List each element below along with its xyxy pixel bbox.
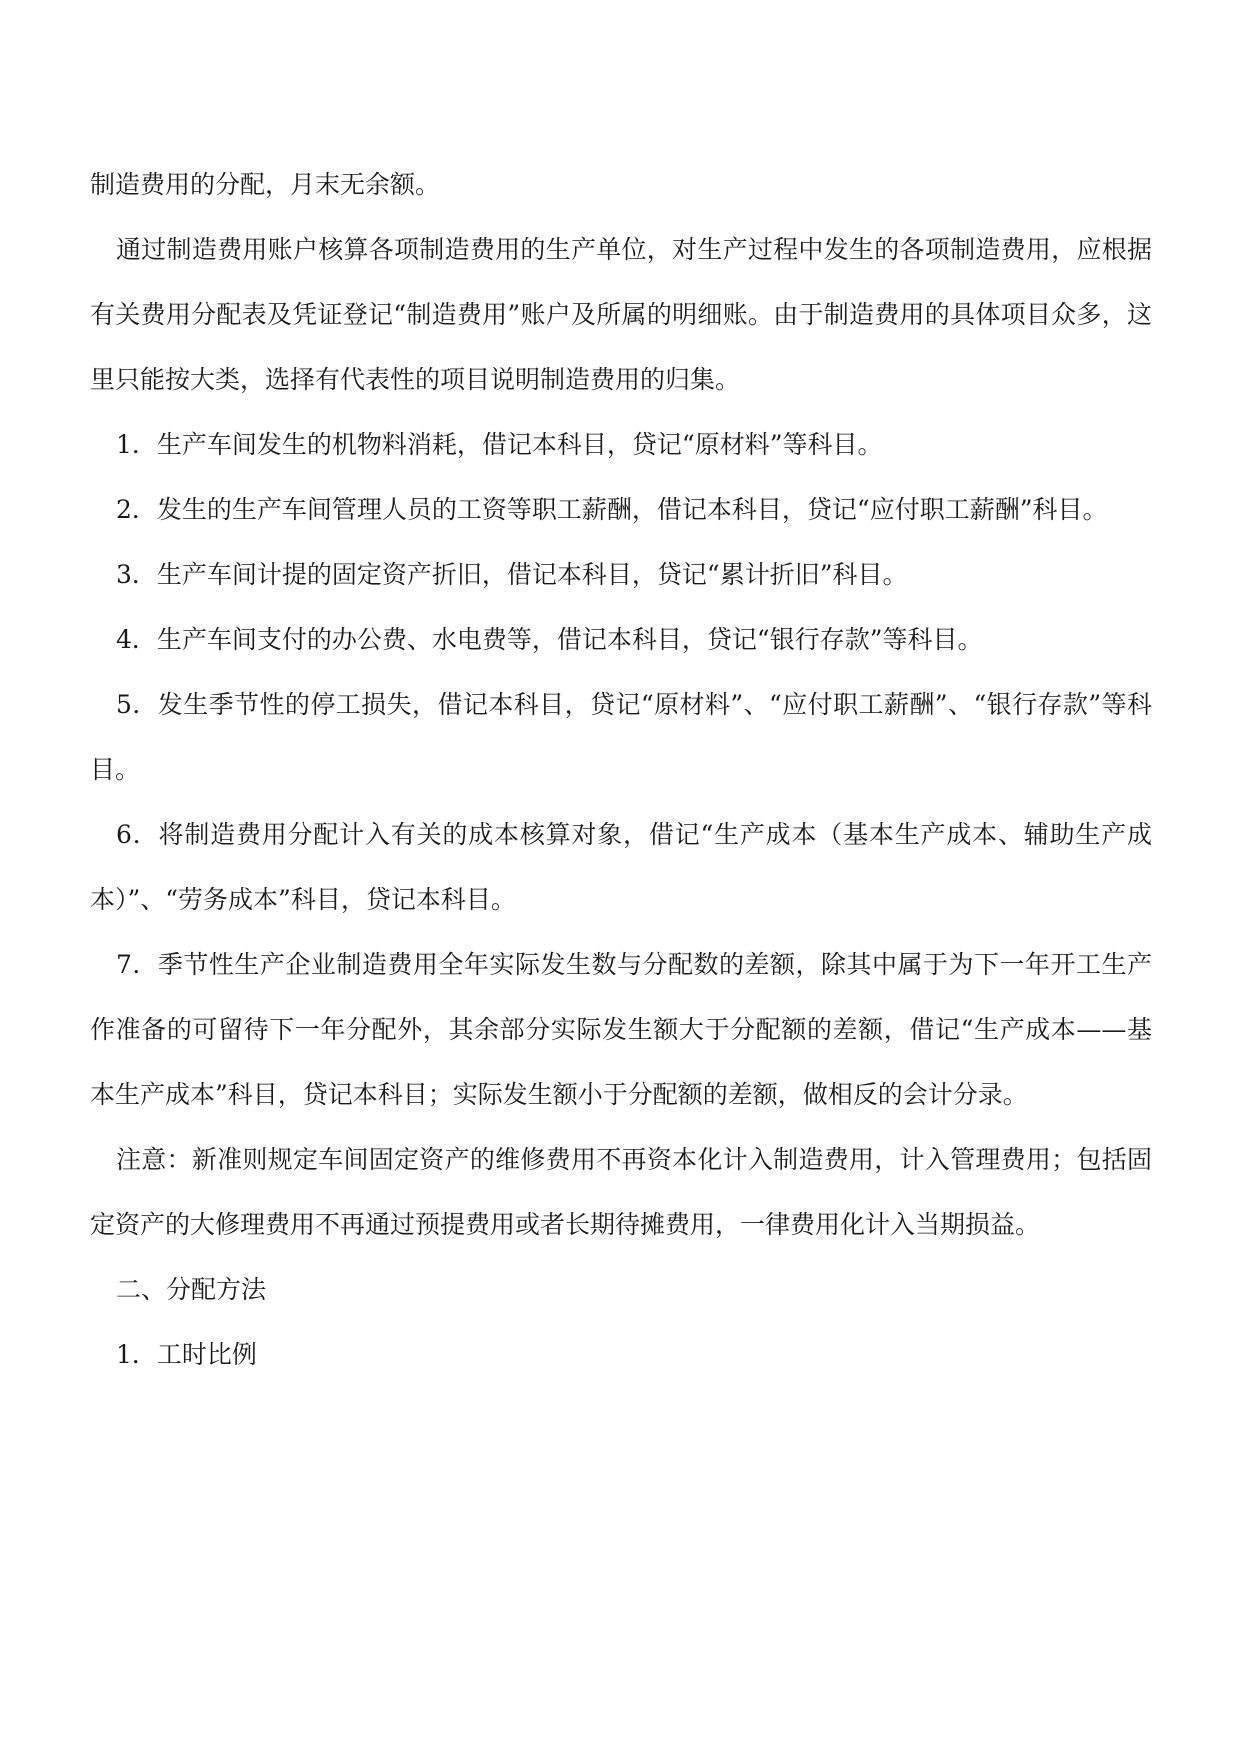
list-item-2: 2．发生的生产车间管理人员的工资等职工薪酬，借记本科目，贷记“应付职工薪酬”科目。: [116, 495, 1108, 524]
list-item-3: 3．生产车间计提的固定资产折旧，借记本科目，贷记“累计折旧”科目。: [116, 560, 908, 589]
list-item-7: 7．季节性生产企业制造费用全年实际发生数与分配数的差额，除其中属于为下一年开工生产作准备的可留待下一年分配外，其余部分实际发生额大于分配额的差额，借记“生产成本——基本生产成本”科目，贷记本科目；实际发生额小于分配额的差额，做相反的会计分录。: [90, 950, 1152, 1109]
list-item-5: 5．发生季节性的停工损失，借记本科目，贷记“原材料”、“应付职工薪酬”、“银行存款”等科目。: [90, 690, 1152, 784]
list-item-1: 1．生产车间发生的机物料消耗，借记本科目，贷记“原材料”等科目。: [116, 430, 883, 459]
subsection-heading: 1．工时比例: [116, 1340, 257, 1369]
list-item-4: 4．生产车间支付的办公费、水电费等，借记本科目，贷记“银行存款”等科目。: [116, 625, 983, 654]
note-paragraph: 注意：新准则规定车间固定资产的维修费用不再资本化计入制造费用，计入管理费用；包括固定资产的大修理费用不再通过预提费用或者长期待摊费用，一律费用化计入当期损益。: [90, 1145, 1152, 1239]
section-heading: 二、分配方法: [116, 1275, 267, 1304]
paragraph-continuation: 制造费用的分配，月末无余额。: [90, 170, 441, 199]
list-item-6: 6．将制造费用分配计入有关的成本核算对象，借记“生产成本（基本生产成本、辅助生产成本）”、“劳务成本”科目，贷记本科目。: [90, 820, 1152, 914]
paragraph-intro: 通过制造费用账户核算各项制造费用的生产单位，对生产过程中发生的各项制造费用，应根据有关费用分配表及凭证登记“制造费用”账户及所属的明细账。由于制造费用的具体项目众多，这里只能按大类，选择有代表性的项目说明制造费用的归集。: [90, 235, 1152, 394]
document-body: [90, 152, 1152, 1387]
